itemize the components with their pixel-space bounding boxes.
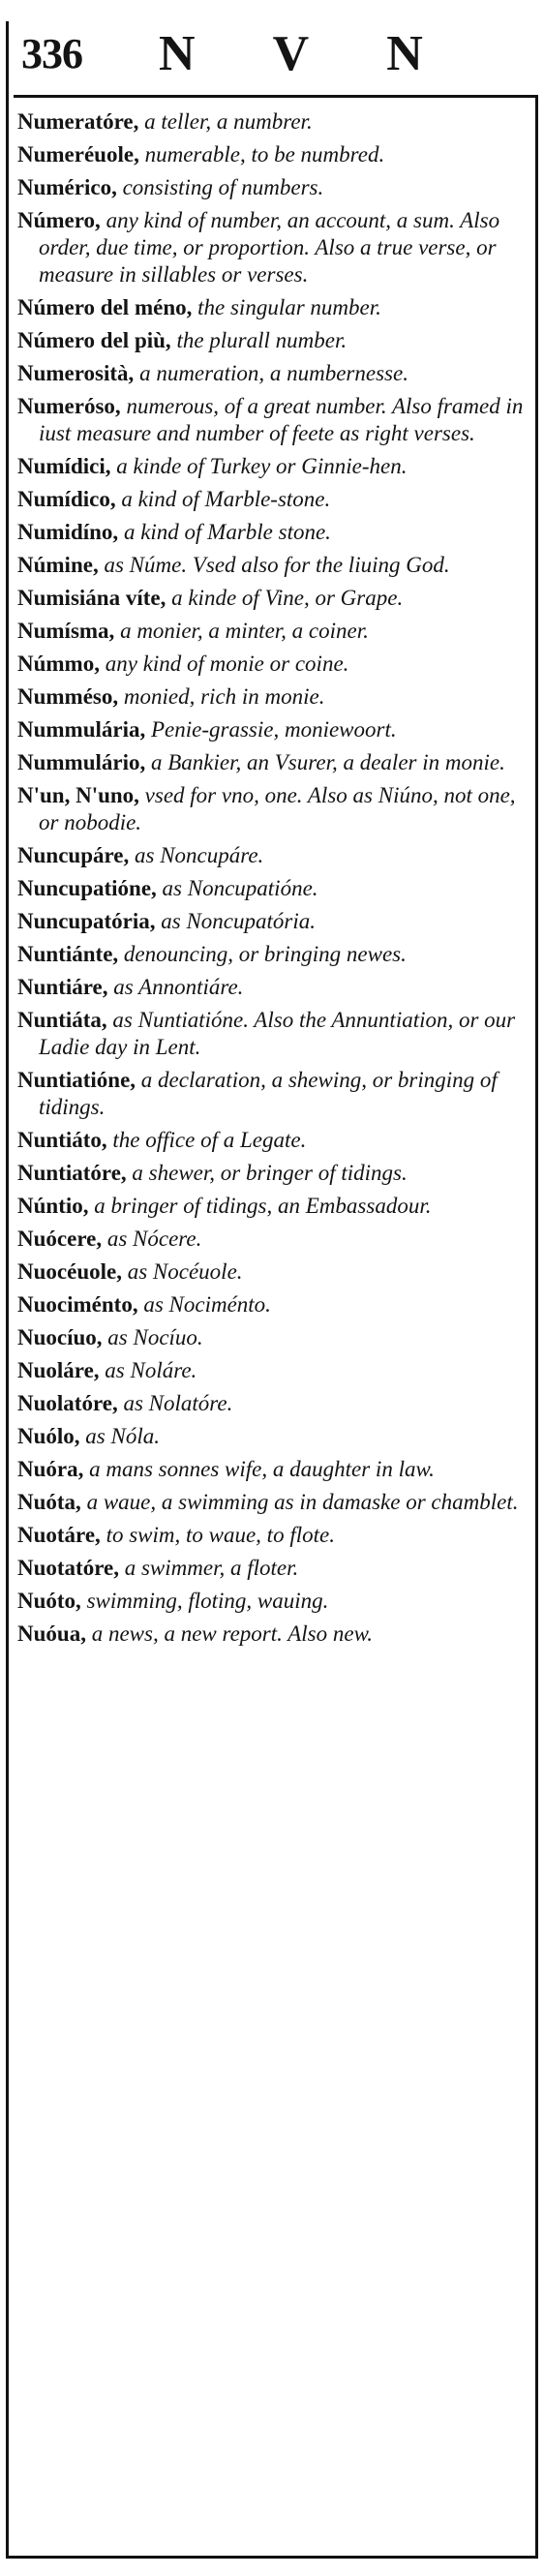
dictionary-entry [17, 683, 527, 711]
entry-headword: Número del méno, [17, 295, 193, 319]
entry-definition: a shewer, or bringer of tidings. [126, 1161, 408, 1185]
dictionary-entry [17, 1007, 527, 1061]
dictionary-entry [17, 486, 527, 513]
entry-definition: a kind of Marble-stone. [115, 487, 331, 511]
entry-definition: denouncing, or bringing newes. [118, 942, 407, 966]
frame-right-rule [535, 95, 538, 2558]
entry-headword: Nuotáre, [17, 1523, 101, 1547]
entry-headword: Número, [17, 208, 101, 232]
entry-headword: Nuncupáre, [17, 843, 130, 867]
dictionary-entry [17, 1390, 527, 1417]
dictionary-entry [17, 842, 527, 869]
entry-headword: Núntio, [17, 1194, 89, 1218]
entry-definition: Penie-grassie, moniewoort. [145, 717, 397, 742]
entry-headword: Número del più, [17, 328, 171, 352]
entry-headword: Nuntiánte, [17, 942, 119, 966]
dictionary-entry [17, 1193, 527, 1220]
entry-definition: consisting of numbers. [116, 175, 324, 199]
dictionary-entry [17, 974, 527, 1001]
entry-headword: Nuntiatóre, [17, 1161, 127, 1185]
entry-headword: Numérico, [17, 175, 117, 199]
entry-headword: Nuólo, [17, 1424, 80, 1448]
dictionary-entry [17, 519, 527, 546]
entry-headword: Nuóto, [17, 1589, 81, 1613]
entry-definition: numerable, to be numbred. [138, 142, 385, 167]
entry-definition: as Nolatóre. [117, 1391, 233, 1415]
entry-definition: a declaration, a shewing, or bringing of tidings. [39, 1068, 498, 1119]
dictionary-entry [17, 875, 527, 902]
entry-definition: to swim, to waue, to flote. [100, 1523, 335, 1547]
entry-headword: Numídici, [17, 454, 111, 478]
dictionary-entry [17, 1621, 527, 1648]
entry-headword: Numeratóre, [17, 109, 139, 134]
entry-definition: as Noncupatióne. [156, 876, 318, 900]
entry-definition: a news, a new report. Also new. [85, 1621, 373, 1646]
entry-definition: a bringer of tidings, an Embassadour. [88, 1194, 432, 1218]
entry-headword: N'un, N'uno, [17, 783, 139, 807]
dictionary-entry [17, 1423, 527, 1450]
entry-headword: Numerosità, [17, 361, 135, 385]
dictionary-entry [17, 360, 527, 387]
dictionary-entry [17, 1357, 527, 1384]
dictionary-entry [17, 1324, 527, 1351]
entry-headword: Nuolatóre, [17, 1391, 118, 1415]
dictionary-entry [17, 393, 527, 447]
entry-headword: Nuocíuo, [17, 1325, 103, 1349]
entry-headword: Numídico, [17, 487, 116, 511]
entry-definition: any kind of monie or coine. [99, 652, 349, 676]
entry-headword: Nuntiáre, [17, 975, 108, 999]
entry-definition: a kinde of Turkey or Ginnie-hen. [110, 454, 408, 478]
entry-definition: any kind of number, an account, a sum. Also order, due time, or proportion. Also a true verse, or measure in sillables or verses. [39, 208, 500, 287]
dictionary-entry [17, 1127, 527, 1154]
entry-headword: Numeróso, [17, 394, 121, 418]
entry-definition: as Nuntiatióne. Also the Annuntiation, or our Ladie day in Lent. [39, 1008, 516, 1059]
dictionary-entry [17, 1258, 527, 1286]
entry-headword: Nuociménto, [17, 1292, 138, 1317]
entry-definition: a kinde of Vine, or Grape. [166, 586, 404, 610]
entry-headword: Nuncupatióne, [17, 876, 157, 900]
entry-definition: as Nócere. [102, 1227, 202, 1251]
entry-headword: Nuntiáta, [17, 1008, 107, 1032]
dictionary-entry [17, 782, 527, 836]
entry-definition: a teller, a numbrer. [138, 109, 313, 134]
dictionary-entry [17, 453, 527, 480]
entry-headword: Numméso, [17, 684, 119, 709]
entry-definition: a monier, a minter, a coiner. [114, 619, 369, 643]
entry-headword: Nummulário, [17, 750, 146, 774]
entry-definition: as Núme. Vsed also for the liuing God. [98, 553, 450, 577]
entry-headword: Nuoláre, [17, 1358, 100, 1382]
entry-definition: as Noncupáre. [129, 843, 264, 867]
entry-definition: the plurall number. [170, 328, 348, 352]
entry-definition: the singular number. [192, 295, 381, 319]
entry-definition: a numeration, a numbernesse. [134, 361, 408, 385]
entry-definition: vsed for vno, one. Also as Niúno, not one, or nobodie. [39, 783, 516, 834]
entry-definition: numerous, of a great number. Also framed in iust measure and number of feete as right verses. [39, 394, 524, 445]
dictionary-entry [17, 108, 527, 136]
dictionary-entry [17, 1226, 527, 1253]
entry-definition: as Noncupatória. [155, 909, 316, 933]
dictionary-entry [17, 1067, 527, 1121]
dictionary-entry [17, 207, 527, 288]
frame-bottom-rule [6, 2556, 538, 2559]
entry-definition: as Nociménto. [137, 1292, 271, 1317]
entry-definition: as Noláre. [99, 1358, 197, 1382]
page-header [14, 21, 536, 99]
entry-headword: Numisiána víte, [17, 586, 166, 610]
dictionary-entry [17, 1489, 527, 1516]
entry-headword: Nuncupatória, [17, 909, 156, 933]
dictionary-entry [17, 1588, 527, 1615]
dictionary-entry [17, 294, 527, 321]
dictionary-entry [17, 141, 527, 168]
entry-headword: Numeréuole, [17, 142, 139, 167]
dictionary-entry [17, 585, 527, 612]
entry-definition: as Nocíuo. [102, 1325, 203, 1349]
running-head: N V N [159, 26, 456, 81]
entry-definition: a kind of Marble stone. [118, 520, 331, 544]
entry-definition: a mans sonnes wife, a daughter in law. [83, 1457, 435, 1481]
dictionary-entry [17, 941, 527, 968]
entry-definition: monied, rich in monie. [118, 684, 325, 709]
entry-headword: Nuóta, [17, 1490, 81, 1514]
entry-headword: Numísma, [17, 619, 115, 643]
dictionary-entry [17, 1456, 527, 1483]
dictionary-entry [17, 327, 527, 354]
entry-headword: Nummulária, [17, 717, 146, 742]
frame-left-rule [6, 21, 9, 2558]
entry-definition: as Annontiáre. [107, 975, 244, 999]
entry-list [17, 108, 527, 1653]
dictionary-entry [17, 618, 527, 645]
entry-headword: Númmo, [17, 652, 100, 676]
entry-definition: as Nóla. [79, 1424, 160, 1448]
entry-definition: the office of a Legate. [106, 1128, 307, 1152]
entry-headword: Nuntiatióne, [17, 1068, 136, 1092]
page-number: 336 [21, 30, 82, 77]
dictionary-entry [17, 1522, 527, 1549]
entry-headword: Númine, [17, 553, 99, 577]
entry-headword: Nuocéuole, [17, 1259, 122, 1284]
entry-definition: as Nocéuole. [121, 1259, 243, 1284]
entry-headword: Numidíno, [17, 520, 119, 544]
dictionary-entry [17, 908, 527, 935]
dictionary-entry [17, 651, 527, 678]
entry-headword: Nuócere, [17, 1227, 103, 1251]
entry-headword: Nuóra, [17, 1457, 84, 1481]
dictionary-entry [17, 174, 527, 201]
entry-definition: a waue, a swimming as in damaske or chamblet. [80, 1490, 519, 1514]
entry-headword: Nuntiáto, [17, 1128, 107, 1152]
dictionary-entry [17, 1291, 527, 1318]
entry-headword: Nuotatóre, [17, 1556, 119, 1580]
dictionary-entry [17, 749, 527, 776]
dictionary-entry [17, 1160, 527, 1187]
entry-headword: Nuóua, [17, 1621, 86, 1646]
entry-definition: swimming, floting, wauing. [80, 1589, 329, 1613]
dictionary-entry [17, 716, 527, 743]
entry-definition: a swimmer, a floter. [118, 1556, 299, 1580]
dictionary-entry [17, 552, 527, 579]
entry-definition: a Bankier, an Vsurer, a dealer in monie. [145, 750, 505, 774]
dictionary-entry [17, 1555, 527, 1582]
